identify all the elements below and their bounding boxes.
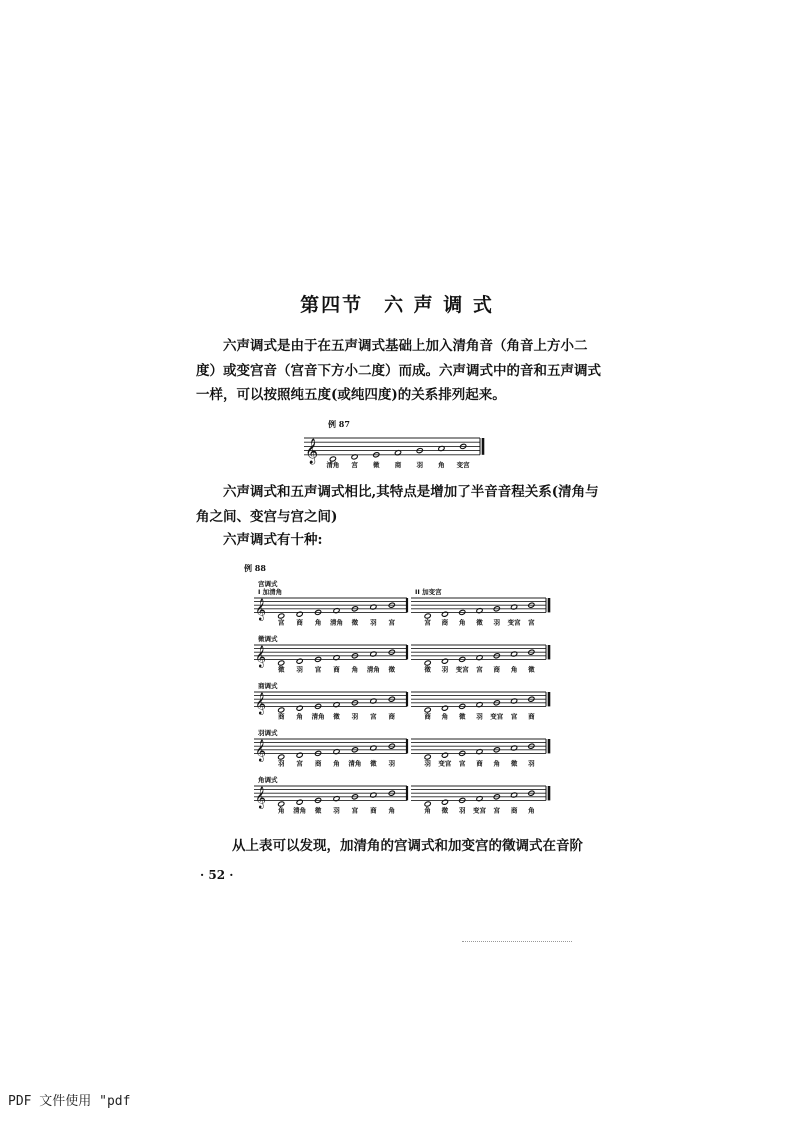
note-label: 清角 — [311, 712, 325, 721]
note-label: 清角 — [293, 806, 307, 815]
note-label: 角 — [510, 665, 518, 674]
note-label: 宫 — [424, 618, 431, 627]
note-label: 羽 — [493, 618, 501, 627]
note-label: 宫 — [277, 618, 285, 627]
note-label: 商 — [370, 806, 377, 815]
mode-name: 徵调式 — [258, 635, 278, 643]
column-header-add-qingjue: I 加清角 — [258, 588, 283, 596]
note-label: 角 — [296, 712, 303, 721]
note-label: 宫 — [296, 759, 303, 768]
note-label: 羽 — [458, 806, 466, 815]
note-label: 宫 — [388, 618, 396, 627]
note-label: 变宫 — [490, 712, 504, 721]
note-label: 商 — [277, 712, 285, 721]
note-label: 羽 — [277, 759, 285, 768]
note-label: 徵 — [458, 712, 466, 721]
note-label: 宫 — [351, 460, 358, 469]
note-label: 商 — [333, 665, 340, 674]
note-label: 角 — [314, 618, 322, 627]
note-label: 徵 — [314, 806, 322, 815]
note-label: 羽 — [476, 712, 483, 721]
paragraph-comparison: 六声调式和五声调式相比,其特点是增加了半音音程关系(清角与角之间、变宫与宫之间) — [196, 484, 599, 525]
note-label: 宫 — [458, 759, 466, 768]
note-label: 变宫 — [473, 806, 486, 815]
column-header-add-biangong: II 加变宫 — [415, 588, 442, 596]
note-label: 角 — [438, 460, 445, 469]
note-label: 角 — [277, 806, 285, 815]
treble-clef-icon: 𝄞 — [305, 438, 318, 464]
paragraph-intro: 六声调式是由于在五声调式基础上加入清角音（角音上方小二度）或变宫音（宫音下方小二度）而成。六声调式中的音和五声调式一样，可以按照纯五度(或纯四度)的关系排列起来。 — [196, 338, 601, 403]
example-88-table — [250, 572, 560, 822]
note-label: 羽 — [416, 460, 423, 469]
note-label: 变宫 — [438, 759, 452, 768]
note-label: 徵 — [370, 759, 377, 768]
mode-name: 宫调式 — [258, 580, 278, 588]
note-label: 徵 — [277, 665, 285, 674]
pdf-footer: PDF 文件使用 "pdf — [8, 1094, 131, 1109]
note-label: 商 — [528, 712, 535, 721]
note-label: 宫 — [493, 806, 501, 815]
note-label: 清角 — [366, 665, 380, 674]
note-label: 徵 — [441, 806, 449, 815]
note-label: 商 — [314, 759, 322, 768]
paragraph-conclusion: 从上表可以发现，加清角的宫调式和加变宫的徵调式在音阶 — [232, 838, 583, 854]
note-label: 宫 — [370, 712, 377, 721]
note-label: 徵 — [388, 665, 396, 674]
note-label: 变宫 — [507, 618, 521, 627]
note-label: 商 — [388, 712, 396, 721]
note-label: 徵 — [373, 460, 380, 469]
note-label: 徵 — [476, 618, 483, 627]
note-label: 角 — [388, 806, 396, 815]
mode-name: 羽调式 — [258, 729, 278, 737]
note-label: 角 — [333, 759, 340, 768]
note-label: 徵 — [510, 759, 518, 768]
treble-clef-icon: 𝄞 — [255, 693, 267, 715]
note-label: 羽 — [296, 665, 303, 674]
mode-name: 角调式 — [258, 776, 278, 784]
note-label: 商 — [476, 759, 483, 768]
note-label: 宫 — [351, 806, 359, 815]
note-label: 徵 — [528, 665, 535, 674]
note-label: 羽 — [370, 618, 377, 627]
note-label: 羽 — [441, 665, 449, 674]
note-label: 徵 — [333, 712, 340, 721]
note-label: 角 — [528, 806, 535, 815]
note-label: 羽 — [351, 712, 359, 721]
note-label: 商 — [424, 712, 431, 721]
note-label: 变宫 — [456, 460, 470, 469]
note-label: 宫 — [476, 665, 483, 674]
note-label: 商 — [296, 618, 303, 627]
note-label: 羽 — [424, 759, 431, 768]
treble-clef-icon: 𝄞 — [255, 787, 267, 809]
note-label: 徵 — [351, 618, 359, 627]
note-label: 角 — [458, 618, 466, 627]
note-label: 宫 — [510, 712, 518, 721]
paragraph-ten-modes: 六声调式有十种: — [223, 532, 323, 548]
example-87-staff — [300, 430, 490, 475]
note-label: 角 — [493, 759, 501, 768]
note-label: 角 — [351, 665, 359, 674]
note-label: 角 — [424, 806, 431, 815]
note-label: 徵 — [424, 665, 431, 674]
scan-artifact — [462, 941, 572, 945]
note-label: 变宫 — [455, 665, 469, 674]
note-label: 羽 — [333, 806, 340, 815]
note-label: 角 — [441, 712, 449, 721]
example-87-label: 例 87 — [328, 419, 350, 429]
note-label: 清角 — [348, 759, 362, 768]
treble-clef-icon: 𝄞 — [255, 646, 267, 668]
note-label: 宫 — [314, 665, 322, 674]
treble-clef-icon: 𝄞 — [255, 599, 267, 621]
note-label: 羽 — [528, 759, 535, 768]
note-label: 清角 — [330, 618, 343, 627]
note-label: 商 — [394, 460, 402, 469]
section-title: 第四节 六 声 调 式 — [300, 294, 494, 316]
page-number: · 52 · — [200, 868, 234, 882]
mode-name: 商调式 — [258, 682, 278, 690]
example-88-label: 例 88 — [244, 563, 266, 573]
note-label: 羽 — [388, 759, 396, 768]
note-label: 清角 — [326, 460, 340, 469]
note-label: 宫 — [528, 618, 535, 627]
note-label: 商 — [441, 618, 449, 627]
note-label: 商 — [510, 806, 518, 815]
note-label: 商 — [493, 665, 501, 674]
treble-clef-icon: 𝄞 — [255, 740, 267, 762]
